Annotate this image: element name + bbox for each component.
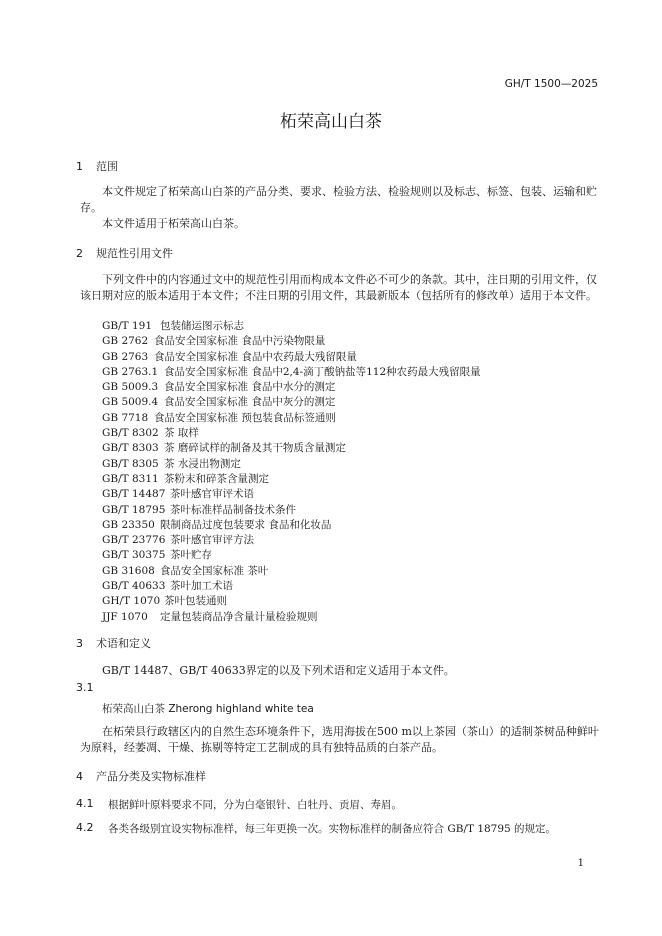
section-heading-terms <box>76 635 151 651</box>
reference-item <box>102 579 481 594</box>
document-title: 柘荣高山白茶 <box>280 112 382 132</box>
page-number: 1 <box>577 858 584 869</box>
reference-code: GB 2763 <box>102 350 149 363</box>
reference-code: GB/T 8303 <box>102 442 159 455</box>
term-definition: 在柘荣县行政辖区内的自然生态环境条件下，选用海拔在500 m以上茶园（茶山）的适制茶树品种鲜叶为原料，经萎凋、干燥、拣剔等特定工艺制成的具有独特品质的白茶产品。 <box>80 725 599 754</box>
section-number: 4 <box>76 770 83 783</box>
section-number: 2 <box>76 247 83 260</box>
reference-item <box>102 426 481 441</box>
term-number: 3.1 <box>76 681 94 694</box>
clause-text: 根据鲜叶原料要求不同，分为白毫银针、白牡丹、贡眉、寿眉。 <box>108 799 402 811</box>
reference-item <box>102 548 481 563</box>
reference-item <box>102 564 481 579</box>
reference-item <box>102 441 481 456</box>
clause-number: 4.2 <box>76 821 94 834</box>
reference-code: GB/T 18795 <box>102 503 166 516</box>
section-title: 产品分类及实物标准样 <box>96 770 206 783</box>
reference-item <box>102 350 481 365</box>
reference-item <box>102 457 481 472</box>
reference-code: GB/T 14487 <box>102 488 166 501</box>
section-heading-classification <box>76 768 206 784</box>
reference-code: JJF 1070 <box>102 610 148 623</box>
reference-title: 茶叶包装通则 <box>164 595 227 608</box>
reference-item <box>102 334 481 349</box>
reference-title: 食品安全国家标准 预包装食品标签通则 <box>154 411 336 424</box>
reference-title: 茶叶贮存 <box>170 549 212 562</box>
term-title: 柘荣高山白茶 Zherong highland white tea <box>102 703 314 715</box>
reference-item <box>102 487 481 502</box>
standard-code: GH/T 1500—2025 <box>504 78 598 90</box>
reference-title: 定量包装商品净含量计量检验规则 <box>160 610 318 623</box>
reference-title: 茶 取样 <box>164 427 199 440</box>
reference-item <box>102 411 481 426</box>
section-number: 3 <box>76 637 83 650</box>
reference-code: GB 2763.1 <box>102 365 159 378</box>
reference-code: GB 31608 <box>102 564 155 577</box>
reference-item <box>102 594 481 609</box>
reference-item <box>102 395 481 410</box>
reference-item <box>102 472 481 487</box>
reference-code: GB 5009.4 <box>102 396 159 409</box>
reference-title: 茶 磨碎试样的制备及其干物质含量测定 <box>164 442 346 455</box>
section-heading-normative <box>76 245 173 261</box>
terms-intro: GB/T 14487、GB/T 40633界定的以及下列术语和定义适用于本文件。 <box>102 664 455 677</box>
section-heading-scope <box>76 158 118 174</box>
section-title: 术语和定义 <box>96 637 151 650</box>
reference-title: 茶叶感官审评方法 <box>170 534 254 547</box>
reference-title: 食品安全国家标准 茶叶 <box>160 564 269 577</box>
reference-item <box>102 533 481 548</box>
scope-paragraph-1: 本文件规定了柘荣高山白茶的产品分类、要求、检验方法、检验规则以及标志、标签、包装、运输和贮存。 <box>80 185 597 214</box>
section-title: 范围 <box>96 160 118 173</box>
reference-code: GB/T 8302 <box>102 427 159 440</box>
reference-code: GB/T 30375 <box>102 549 166 562</box>
reference-title: 包装储运图示标志 <box>160 320 244 332</box>
reference-title: 茶粉末和碎茶含量测定 <box>164 472 269 485</box>
reference-title: 食品安全国家标准 食品中灰分的测定 <box>164 396 336 409</box>
reference-title: 限制商品过度包装要求 食品和化妆品 <box>160 518 332 531</box>
reference-title: 茶叶感官审评术语 <box>170 488 254 501</box>
reference-item <box>102 503 481 518</box>
clause-text: 各类各级别宜设实物标准样，每三年更换一次。实物标准样的制备应符合 GB/T 18795 的规定。 <box>108 823 557 835</box>
reference-title: 茶叶加工术语 <box>170 580 233 593</box>
reference-item <box>102 518 481 533</box>
reference-title: 茶 水浸出物测定 <box>164 457 241 470</box>
reference-item <box>102 319 481 334</box>
reference-code: GB 5009.3 <box>102 381 159 394</box>
section-number: 1 <box>76 160 83 173</box>
section-title: 规范性引用文件 <box>96 247 173 260</box>
scope-paragraph-2: 本文件适用于柘荣高山白茶。 <box>102 217 245 230</box>
reference-code: GB 23350 <box>102 518 155 531</box>
reference-title: 茶叶标准样品制备技术条件 <box>170 503 296 516</box>
reference-title: 食品安全国家标准 食品中农药最大残留限量 <box>154 350 357 363</box>
reference-code: GH/T 1070 <box>102 595 161 608</box>
reference-item <box>102 380 481 395</box>
reference-code: GB/T 191 <box>102 320 153 332</box>
clause-number: 4.1 <box>76 797 94 810</box>
reference-code: GB/T 8311 <box>102 472 159 485</box>
reference-item <box>102 610 481 625</box>
reference-item <box>102 365 481 380</box>
reference-code: GB 7718 <box>102 411 149 424</box>
reference-title: 食品安全国家标准 食品中水分的测定 <box>164 381 336 394</box>
reference-title: 食品安全国家标准 食品中污染物限量 <box>154 335 326 348</box>
reference-code: GB/T 40633 <box>102 580 166 593</box>
reference-title: 食品安全国家标准 食品中2,4-滴丁酸钠盐等112种农药最大残留限量 <box>164 365 481 378</box>
reference-code: GB/T 8305 <box>102 457 159 470</box>
normative-intro: 下列文件中的内容通过文中的规范性引用而构成本文件必不可少的条款。其中，注日期的引用文件，仅该日期对应的版本适用于本文件；不注日期的引用文件，其最新版本（包括所有的修改单）适用于本文件。 <box>80 273 597 302</box>
reference-code: GB 2762 <box>102 335 149 348</box>
reference-code: GB/T 23776 <box>102 534 166 547</box>
reference-list <box>102 319 481 625</box>
